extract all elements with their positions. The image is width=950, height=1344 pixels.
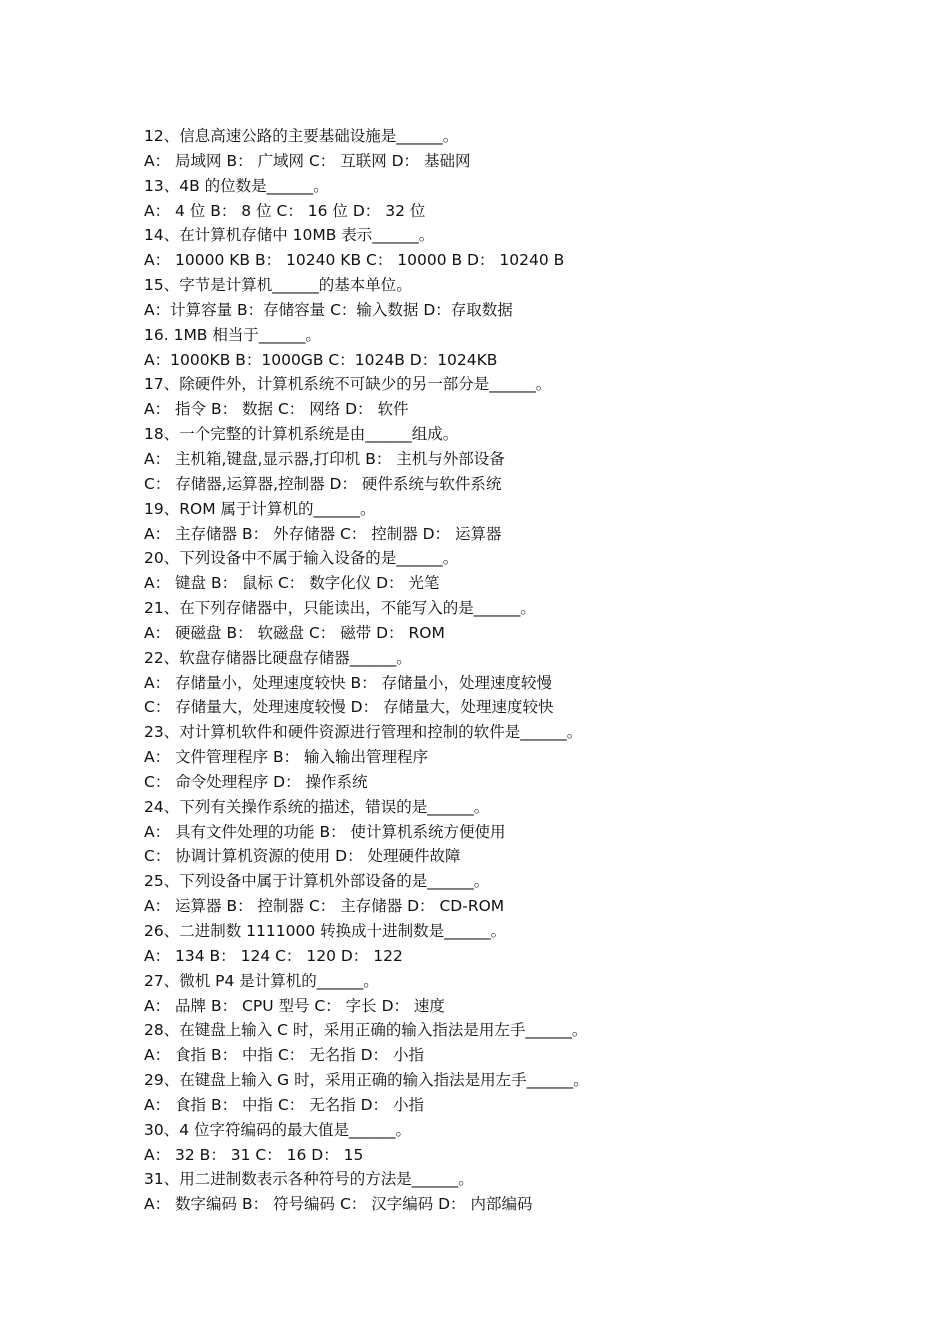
question-22-text: 22、软盘存储器比硬盘存储器______。 [144, 648, 412, 667]
question-12-text: 12、信息高速公路的主要基础设施是______。 [144, 127, 459, 145]
question-23-options-ab: A： 文件管理程序 B： 输入输出管理程序 [144, 748, 429, 767]
question-29-text: 29、在键盘上输入 G 时，采用正确的输入指法是用左手______。 [144, 1071, 589, 1090]
question-20-options: A： 键盘 B： 鼠标 C： 数字化仪 D： 光笔 [144, 574, 440, 593]
question-25-options: A： 运算器 B： 控制器 C： 主存储器 D： CD-ROM [144, 897, 505, 916]
question-23-text: 23、对计算机软件和硬件资源进行管理和控制的软件是______。 [144, 723, 583, 742]
question-30-text: 30、4 位字符编码的最大值是______。 [144, 1120, 412, 1139]
question-22-options-cd: C： 存储量大，处理速度较慢 D： 存储量大，处理速度较快 [144, 698, 554, 717]
question-14-options: A： 10000 KB B： 10240 KB C： 10000 B D： 10240 B [144, 251, 565, 270]
question-26-text: 26、二进制数 1111000 转换成十进制数是______。 [144, 922, 507, 940]
question-27-text: 27、微机 P4 是计算机的______。 [144, 971, 379, 990]
question-28-text: 28、在键盘上输入 C 时，采用正确的输入指法是用左手______。 [144, 1021, 588, 1040]
question-18-options-cd: C： 存储器,运算器,控制器 D： 硬件系统与软件系统 [144, 474, 502, 493]
question-19-text: 19、ROM 属于计算机的______。 [144, 499, 376, 518]
question-16-text: 16. 1MB 相当于______。 [144, 325, 321, 344]
question-21-text: 21、在下列存储器中，只能读出，不能写入的是______。 [144, 599, 536, 618]
question-21-options: A： 硬磁盘 B： 软磁盘 C： 磁带 D： ROM [144, 623, 445, 642]
question-13-text: 13、4B 的位数是______。 [144, 176, 329, 195]
question-27-options: A： 品牌 B： CPU 型号 C： 字长 D： 速度 [144, 996, 445, 1015]
question-14-text: 14、在计算机存储中 10MB 表示______。 [144, 226, 435, 245]
question-24-options-cd: C： 协调计算机资源的使用 D： 处理硬件故障 [144, 847, 461, 866]
question-31-text: 31、用二进制数表示各种符号的方法是______。 [144, 1170, 474, 1189]
question-26-options: A： 134 B： 124 C： 120 D： 122 [144, 946, 403, 965]
question-28-options: A： 食指 B： 中指 C： 无名指 D： 小指 [144, 1046, 424, 1065]
question-19-options: A： 主存储器 B： 外存储器 C： 控制器 D： 运算器 [144, 524, 502, 543]
question-20-text: 20、下列设备中不属于输入设备的是______。 [144, 549, 459, 568]
question-24-text: 24、下列有关操作系统的描述，错误的是______。 [144, 797, 490, 816]
question-30-options: A： 32 B： 31 C： 16 D： 15 [144, 1145, 364, 1164]
question-17-text: 17、除硬件外，计算机系统不可缺少的另一部分是______。 [144, 375, 552, 394]
question-25-text: 25、下列设备中属于计算机外部设备的是______。 [144, 872, 490, 891]
question-29-options: A： 食指 B： 中指 C： 无名指 D： 小指 [144, 1095, 424, 1114]
question-23-options-cd: C： 命令处理程序 D： 操作系统 [144, 772, 368, 791]
question-16-options: A：1000KB B：1000GB C：1024B D：1024KB [144, 350, 498, 369]
question-13-options: A： 4 位 B： 8 位 C： 16 位 D： 32 位 [144, 201, 426, 220]
question-17-options: A： 指令 B： 数据 C： 网络 D： 软件 [144, 400, 409, 419]
question-15-text: 15、字节是计算机______的基本单位。 [144, 276, 412, 295]
question-22-options-ab: A： 存储量小，处理速度较快 B： 存储量小，处理速度较慢 [144, 673, 553, 692]
question-15-options: A：计算容量 B：存储容量 C：输入数据 D：存取数据 [144, 300, 513, 319]
question-18-options-ab: A： 主机箱,键盘,显示器,打印机 B： 主机与外部设备 [144, 449, 505, 468]
question-24-options-ab: A： 具有文件处理的功能 B： 使计算机系统方便使用 [144, 822, 506, 841]
question-18-text: 18、一个完整的计算机系统是由______组成。 [144, 425, 459, 444]
question-31-options: A： 数字编码 B： 符号编码 C： 汉字编码 D： 内部编码 [144, 1195, 533, 1214]
question-list [144, 124, 904, 1217]
question-12-options: A： 局域网 B： 广域网 C： 互联网 D： 基础网 [144, 151, 471, 170]
